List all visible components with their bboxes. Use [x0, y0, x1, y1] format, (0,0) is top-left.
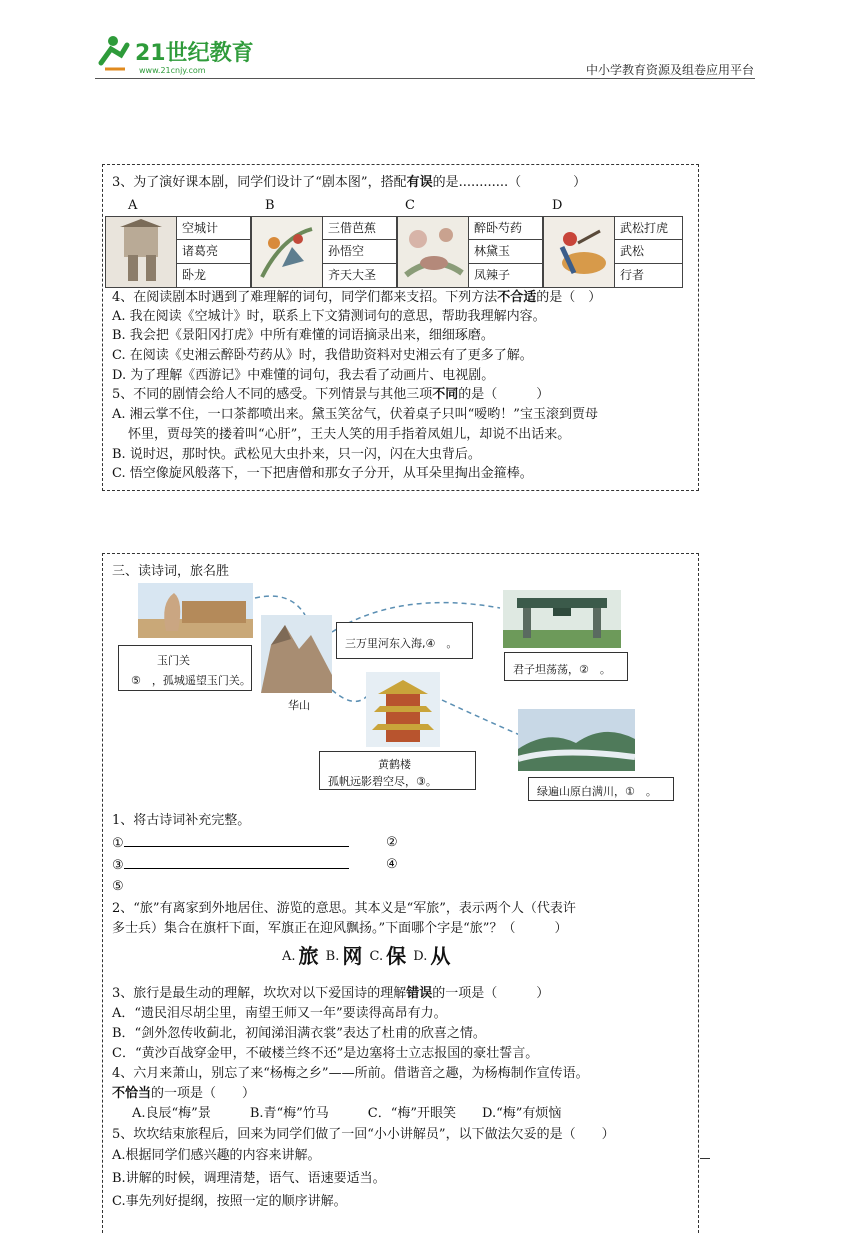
- option-b-letter: B: [265, 198, 275, 213]
- yumen-label-box: [118, 645, 252, 691]
- poem-q1-stem: 1、将古诗词补充完整。: [112, 813, 251, 828]
- header-divider: [95, 78, 755, 79]
- option-c-cell: 林黛玉: [468, 240, 542, 263]
- junzi-label-box: [504, 652, 628, 681]
- poem-blank-row: ①: [112, 834, 349, 852]
- huashan-photo: [261, 615, 332, 693]
- section-title: 三、读诗词，旅名胜: [112, 564, 230, 579]
- option-b-image: [252, 217, 323, 287]
- q5-choice: B. 说时迟，那时快。武松见大虫扑来，只一闪，闪在大虫背后。: [112, 447, 481, 462]
- option-d-image: [544, 217, 615, 287]
- option-b-cell: 三借芭蕉: [322, 217, 396, 240]
- poem-q3-choice: C．“黄沙百战穿金甲，不破楼兰终不还”是边塞将士立志报国的豪壮誓言。: [112, 1046, 539, 1061]
- header-platform-text: 中小学教育资源及组卷应用平台: [585, 63, 754, 77]
- yumen-photo: [138, 583, 253, 638]
- huanghe-name: 黄鹤楼: [378, 758, 411, 771]
- option-d-table: [543, 216, 683, 288]
- q4-choice: D. 为了理解《西游记》中难懂的词句，我去看了动画片、电视剧。: [112, 368, 495, 383]
- option-a-cell: 卧龙: [182, 267, 207, 282]
- poem-blank-number: ⑤: [112, 879, 124, 894]
- option-c-cell: 醉卧芍药: [468, 217, 542, 240]
- option-c-image: [398, 217, 469, 287]
- q3-stem: 3、为了演好课本剧，同学们设计了“剧本图”，搭配有误的是............（ ）: [112, 175, 587, 190]
- poem-blank-number: ②: [386, 835, 398, 850]
- huanghe-label-box: [319, 751, 476, 790]
- q4-choice: B. 我会把《景阳冈打虎》中所有难懂的词语摘录出来，细细琢磨。: [112, 328, 494, 343]
- q4-choice: A. 我在阅读《空城计》时，联系上下文猜测词句的意思，帮助我理解内容。: [112, 309, 546, 324]
- poem-q5-choice: C.事先列好提纲，按照一定的顺序讲解。: [112, 1194, 347, 1209]
- option-c-letter: C: [405, 198, 415, 213]
- poem-q3-choice: A．“遗民泪尽胡尘里，南望王师又一年”要读得高昂有力。: [112, 1006, 447, 1021]
- ancient-glyph: 从: [430, 944, 451, 968]
- q5-stem: 5、不同的剧情会给人不同的感受。下列情景与其他三项不同的是（ ）: [112, 387, 550, 402]
- logo-text: 21世纪教育: [135, 41, 254, 66]
- site-logo: [95, 33, 260, 77]
- poem-blank-number: ④: [386, 857, 398, 872]
- option-a-image: [106, 217, 177, 287]
- yellow-crane-tower-photo: [366, 672, 440, 747]
- poem-q2-line: 多士兵）集合在旗杆下面，军旗正在迎风飘扬。”下面哪个字是“旅”？（ ）: [112, 921, 568, 936]
- poem-q2-choices: A. 旅 B. 网 C. 保 D. 从: [282, 944, 451, 968]
- huanghe-line: 孤帆远影碧空尽，③。: [328, 775, 437, 788]
- q5-choice: A. 湘云掌不住，一口茶都喷出来。黛玉笑岔气，伏着桌子只叫“嗳哟！”宝玉滚到贾母: [112, 407, 598, 422]
- q5-choice: C. 悟空像旋风般落下，一下把唐僧和那女子分开，从耳朵里掏出金箍棒。: [112, 466, 533, 481]
- option-c-table: [397, 216, 543, 288]
- blank-line-1[interactable]: [124, 834, 349, 847]
- poem-q5-choice: B.讲解的时候，调理清楚，语气、语速要适当。: [112, 1171, 386, 1186]
- option-b-cell: 齐天大圣: [328, 267, 377, 282]
- option-b-table: [251, 216, 397, 288]
- option-b-cell: 孙悟空: [322, 240, 396, 263]
- option-a-cell: 空城计: [176, 217, 250, 240]
- q4-choice: C. 在阅读《史湘云醉卧芍药从》时，我借助资料对史湘云有了更多了解。: [112, 348, 533, 363]
- poem-q3-choice: B．“剑外忽传收蓟北，初闻涕泪满衣裳”表达了杜甫的欣喜之情。: [112, 1026, 486, 1041]
- q4-stem: 4、在阅读剧本时遇到了难理解的词句，同学们都来支招。下列方法不合适的是（ ）: [112, 290, 602, 305]
- ancient-glyph: 保: [386, 944, 407, 968]
- q5-choice: 怀里，贾母笑的搂着叫“心肝”，王夫人笑的用手指着凤姐儿，却说不出话来。: [128, 427, 571, 442]
- poem-q4-line: 不恰当的一项是（ ）: [112, 1086, 256, 1101]
- logo-url: www.21cnjy.com: [139, 66, 206, 75]
- ancient-glyph: 旅: [298, 944, 319, 968]
- junzi-line: 君子坦荡荡，② 。: [513, 663, 611, 676]
- archway-photo: [503, 590, 621, 648]
- blank-line-3[interactable]: [124, 856, 349, 869]
- sanwan-line: 三万里河东入海,④ 。: [345, 637, 458, 650]
- option-a-table: [105, 216, 251, 288]
- poem-blank-row: ③: [112, 856, 349, 874]
- option-d-cell: 武松: [614, 240, 682, 263]
- option-d-cell: 武松打虎: [614, 217, 682, 240]
- option-a-letter: A: [128, 198, 138, 213]
- yumen-name: 玉门关: [157, 654, 190, 667]
- option-a-cell: 诸葛亮: [176, 240, 250, 263]
- lvbian-label-box: [528, 777, 674, 801]
- poem-q3-stem: 3、旅行是最生动的理解，坎坎对以下爱国诗的理解错误的一项是（ ）: [112, 986, 550, 1001]
- ancient-glyph: 网: [342, 944, 363, 968]
- poem-q4-choices: A.良辰“梅”景 B.青“梅”竹马 C．“梅”开眼笑 D.“梅”有烦恼: [132, 1106, 562, 1121]
- poem-q5-choice: A.根据同学们感兴趣的内容来讲解。: [112, 1148, 321, 1163]
- huashan-name: 华山: [288, 699, 310, 712]
- poem-q5-stem: 5、坎坎结束旅程后，回来为同学们做了一回“小小讲解员”，以下做法欠妥的是（ ）: [112, 1127, 615, 1142]
- option-d-letter: D: [552, 198, 563, 213]
- lvbian-line: 绿遍山原白满川，① 。: [537, 785, 657, 798]
- poem-q2-line: 2、“旅”有离家到外地居住、游览的意思。其本义是“军旅”，表示两个人（代表许: [112, 901, 576, 916]
- margin-mark: [700, 1158, 710, 1159]
- poem-q4-line: 4、六月来萧山，别忘了来“杨梅之乡”——所前。借谐音之趣，为杨梅制作宣传语。: [112, 1066, 589, 1081]
- option-d-cell: 行者: [620, 267, 645, 282]
- yumen-line: ⑤ ，孤城遥望玉门关。: [131, 674, 251, 687]
- mountain-photo: [518, 709, 635, 771]
- sanwan-label-box: [336, 622, 473, 659]
- option-c-cell: 凤辣子: [474, 267, 511, 282]
